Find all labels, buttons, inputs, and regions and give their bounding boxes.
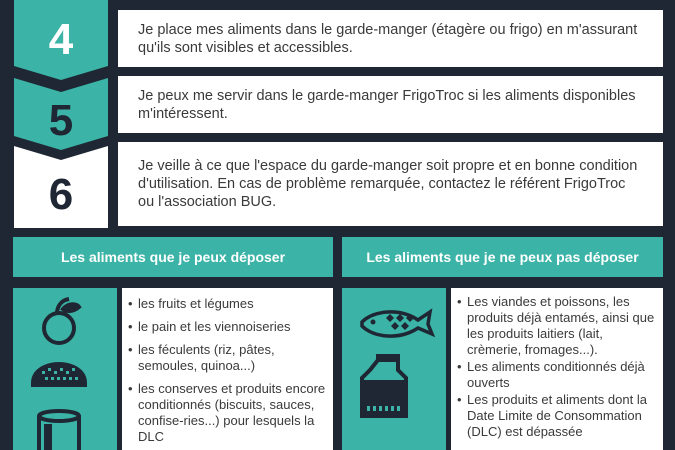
step-text-4 — [118, 10, 663, 67]
allowed-icons — [13, 288, 117, 450]
allowed-item: • les fruits et légumes — [128, 296, 327, 312]
allowed-item: • le pain et les viennoiseries — [128, 319, 327, 335]
step-6-text: Je veille à ce que l'espace du garde-manger soit propre et en bonne condition d'utilisation. En cas de problème remarquée, contactez le référent FrigoTroc ou l'association BUG. — [138, 158, 638, 210]
allowed-item: • les conserves et produits encore conditionnés (biscuits, sauces, confise-ries...) pour lesquels la DLC — [128, 381, 327, 445]
milk-carton-icon — [362, 354, 406, 416]
allowed-item: • les féculents (riz, pâtes, semoules, quinoa...) — [128, 342, 327, 374]
forbidden-header: Les aliments que je ne peux pas déposer — [342, 237, 663, 277]
forbidden-item: • Les viandes et poissons, les produits déjà entamés, ainsi que les produits laitiers (lait, crèmerie, fromages...). — [457, 294, 657, 358]
step-number-6: 6 — [48, 170, 74, 219]
allowed-icon-panel — [13, 288, 117, 450]
step-5-text: Je peux me servir dans le garde-manger FrigoTroc si les aliments disponibles m'intéressent. — [138, 87, 636, 122]
step-4-text: Je place mes aliments dans le garde-manger (étagère ou frigo) en m'assurant qu'ils sont visibles et accessibles. — [138, 21, 638, 56]
forbidden-item: • Les produits et aliments dont la Date Limite de Consommation (DLC) est dépassée — [457, 392, 657, 440]
can-icon — [39, 411, 79, 450]
forbidden-item: • Les aliments conditionnés déjà ouverts — [457, 359, 657, 391]
apple-icon — [44, 299, 79, 343]
bread-icon — [31, 362, 87, 387]
allowed-list — [128, 296, 327, 445]
forbidden-list — [457, 294, 657, 440]
allowed-header: Les aliments que je peux déposer — [13, 237, 333, 277]
fish-icon — [362, 312, 432, 336]
step-number-4: 4 — [48, 15, 74, 64]
allowed-list-panel — [122, 288, 333, 450]
forbidden-icon-panel — [342, 288, 446, 450]
step-text-5 — [118, 76, 663, 133]
forbidden-list-panel — [451, 288, 663, 450]
step-text-6 — [118, 142, 663, 226]
forbidden-icons — [342, 288, 446, 450]
step-number-5: 5 — [48, 96, 74, 145]
